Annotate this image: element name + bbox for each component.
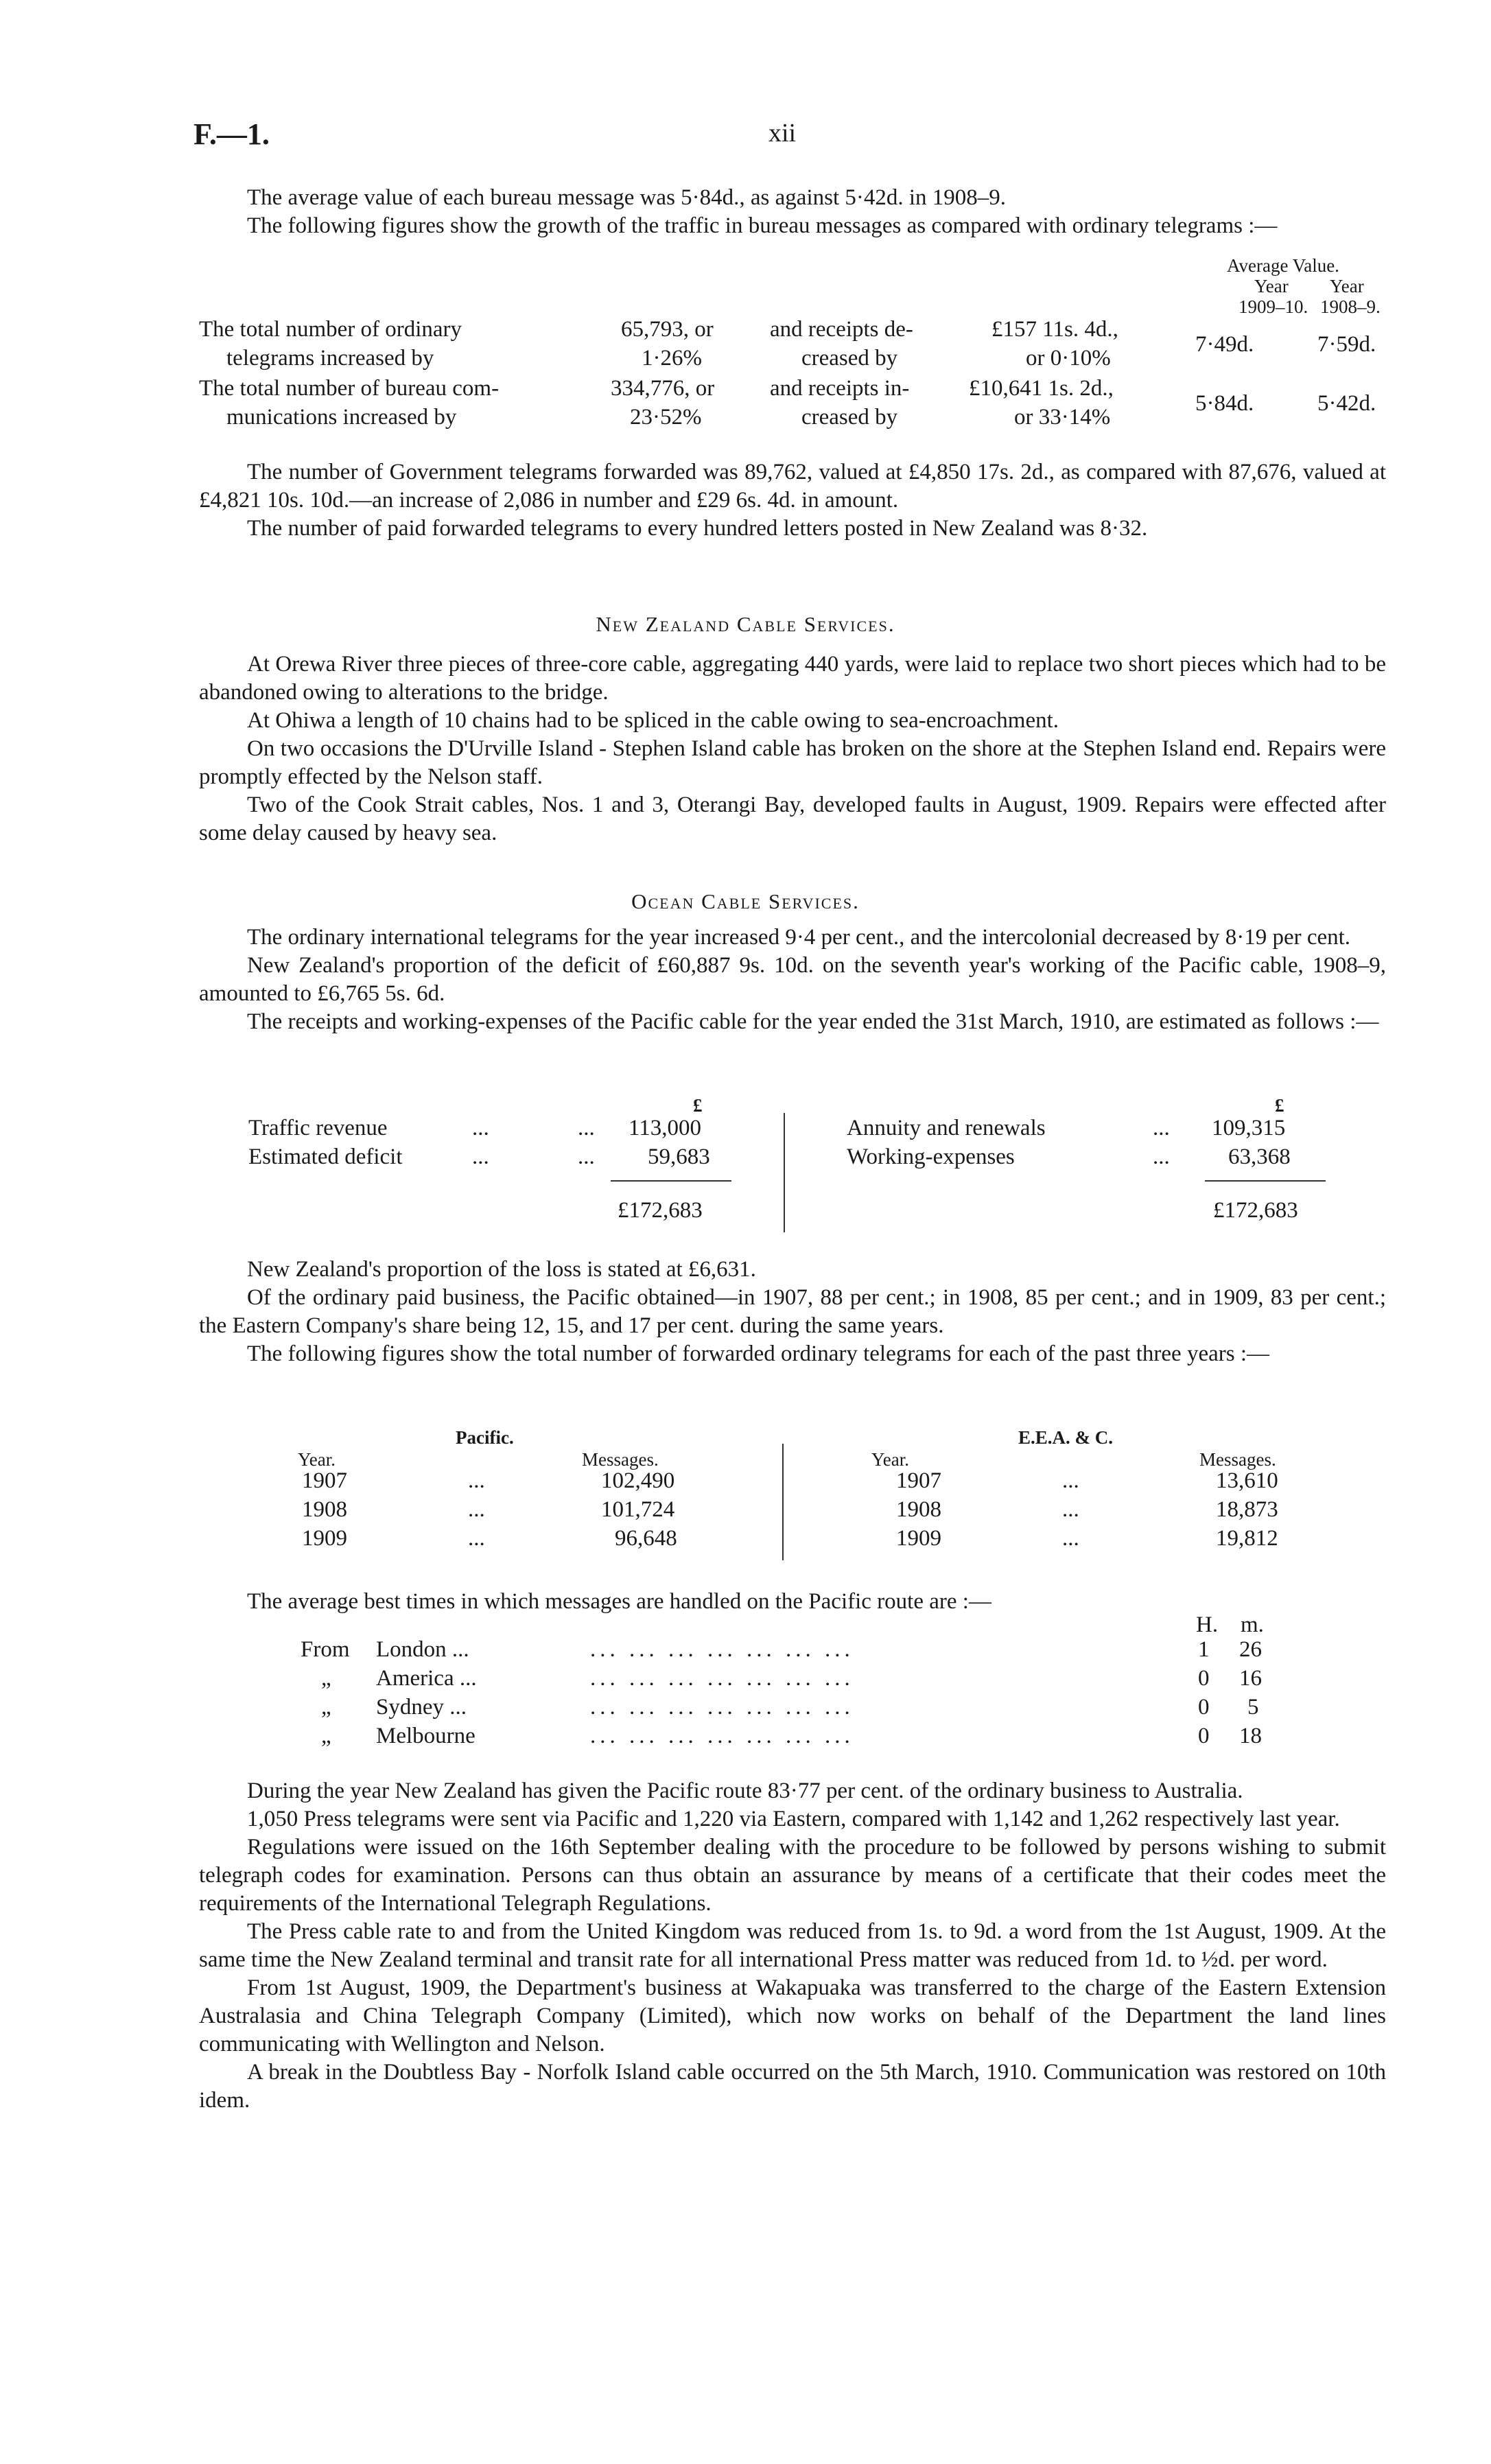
- paragraph: The average best times in which messages are handled on the Pacific route are :—: [247, 1589, 991, 1614]
- paragraph-group: At Orewa River three pieces of three-core cable, aggregating 440 yards, were laid to replace two short pieces which had to be abandoned owing to alterations to the bridge. At Ohiwa a length of 10 chains had to be spliced in the cable owing to sea-encroachment. On two occasions the D'Urville Island - Stephen Island cable has broken on the shore at the Stephen Island end. Repairs were promptly effected by the Nelson staff. Two of the Cook Strait cables, Nos. 1 and 3, Oterangi Bay, developed faults in August, 1909. Repairs were effected after some delay caused by heavy sea.: [199, 652, 1386, 845]
- paragraph-group: New Zealand's proportion of the loss is stated at £6,631. Of the ordinary paid business, the Pacific obtained—in 1907, 88 per cent.; in 1908, 85 per cent.; and in 1909, 83 per cent.; the Eastern Company's share being 12, 15, and 17 per cent. during the same years. The following figures show the total number of forwarded ordinary telegrams for each of the past three years :—: [199, 1257, 1386, 1366]
- row-label: The total number of ordinary: [199, 317, 462, 342]
- paragraph-group: The ordinary international telegrams for the year increased 9·4 per cent., and the intercolonial decreased by 8·19 per cent. New Zealand's proportion of the deficit of £60,887 9s. 10d. on the seventh year's working of the Pacific cable, 1908–9, amounted to £6,765 5s. 6d. The receipts and working-expenses of the Pacific cable for the year ended the 31st March, 1910, are estimated as follows :—: [199, 925, 1386, 1034]
- page-number: xii: [768, 119, 797, 148]
- paragraph-group: The number of Government telegrams forwarded was 89,762, valued at £4,850 17s. 2d., as compared with 87,676, valued at £4,821 10s. 10d.—an increase of 2,086 in number and £29 6s. 4d. in amount. The number of paid forwarded telegrams to every hundred letters posted in New Zealand was 8·32.: [199, 460, 1386, 541]
- section-heading: New Zealand Cable Services.: [596, 612, 895, 636]
- paragraph-group: During the year New Zealand has given the Pacific route 83·77 per cent. of the ordinary business to Australia. 1,050 Press telegrams were sent via Pacific and 1,220 via Eastern, compared with 1,142 and 1,262 respectively last year. Regulations were issued on the 16th September dealing with the procedure to be followed by persons wishing to submit telegraph codes for examination. Persons can thus obtain an assurance by means of a certificate that their codes meet the requirements of the International Telegraph Regulations. The Press cable rate to and from the United Kingdom was reduced from 1s. to 9d. a word from the 1st August, 1909. At the same time the New Zealand terminal and transit rate for all international Press matter was reduced from 1d. to ½d. per word. From 1st August, 1909, the Department's business at Wakapuaka was transferred to the charge of the Eastern Extension Australasia and China Telegraph Company (Limited), which now works on behalf of the Department the land lines communicating with Wellington and Nelson. A break in the Doubtless Bay - Norfolk Island cable occurred on the 5th March, 1910. Communication was restored on 10th idem.: [199, 1779, 1386, 2113]
- section-heading: Ocean Cable Services.: [631, 889, 860, 913]
- document-page: F.—1. xii The average value of each bureau message was 5·84d., as against 5·42d. in 1908–9. The following figures show the growth of the traffic in bureau messages as compared with ordinary telegrams :— Average Value. Year Year 1909–10. 1908–9. The total number of ordinary telegrams increased by 65,793, or 1·26% and receipts de- creased by £157 11s. 4d., or 0·10% 7·49d. 7·59d. The total number of bureau com- munications increased by 334,776, or 23·52% and receipts in- creased by £10,641 1s. 2d., or 33·14% 5·84d. 5·42d. The number of Government telegrams forwarded was 89,762, valued at £4,850 17s. 2d., as compared with 87,676, valued at £4,821 10s. 10d.—an increase of 2,086 in number and £29 6s. 4d. in amount. The number of paid forwarded telegrams to every hundred letters posted in New Zealand was 8·32. New Zealand Cable Services. At Orewa River three pieces of three-core cable, aggregating 440 yards, were laid to replace two short pieces which had to be abandoned owing to alterations to the bridge. At Ohiwa a length of 10 chains had to be spliced in the cable owing to sea-encroachment. On two occasions the D'Urville Island - Stephen Island cable has broken on the shore at the Stephen Island end. Repairs were promptly effected by the Nelson staff. Two of the Cook Strait cables, Nos. 1 and 3, Oterangi Bay, developed faults in August, 1909. Repairs were effected after some delay caused by heavy sea. Ocean Cable Services. The ordinary international telegrams for the year increased 9·4 per cent., and the intercolonial decreased by 8·19 per cent. New Zealand's proportion of the deficit of £60,887 9s. 10d. on the seventh year's working of the Pacific cable, 1908–9, amounted to £6,765 5s. 6d. The receipts and working-expenses of the Pacific cable for the year ended the 31st March, 1910, are estimated as follows :— £ £ Traffic revenue ... ... 113,000 Estimated deficit ... ... 59,683 £172,683 Annuity and renewals ... 109,315 Working-expenses ... 63,368 £172,683 New Zealand's proportion of the loss is stated at £6,631. Of the ordinary paid business, the Pacific obtained—in 1907, 88 per cent.; in 1908, 85 per cent.; and in 1909, 83 per cent.; the Eastern Company's share being 12, 15, and 17 per cent. during the same years. The following figures show the total number of forwarded ordinary telegrams for each of the past three years :— Pacific. E.E.A. & C. Year. Messages. Year. Messages. 1907 ... 102,490 1907 ... 13,610 1908 ... 101,724 1908 ... 18,873 1909 ... 96,648 1909 ... 19,812 The average best times in which messages are handled on the Pacific route are :— H. m. From London ... ... ... ... ... ... ... ... 1 26 „ America ... ... ... ... ... ... ... ... 0 16 „ Sydney ... ... ... ... ... ... ... ... 0 5 „ Melbourne ... ... ... ... ... ... ... 0 18 During the year New Zealand has given the Pacific route 83·77 per cent. of the ordinary business to Australia. 1,050 Press telegrams were sent via Pacific and 1,220 via Eastern, compared with 1,142 and 1,262 respectively last year. Regulations were issued on the 16th September dealing with the procedure to be followed by persons wishing to submit telegraph codes for examination. Persons can thus obtain an assurance by means of a certificate that their codes meet the requirements of the International Telegraph Regulations. The Press cable rate to and from the United Kingdom was reduced from 1s. to 9d. a word from the 1st August, 1909. At the same time the New Zealand terminal and transit rate for all international Press matter was reduced from 1d. to ½d. per word. From 1st August, 1909, the Department's business at Wakapuaka was transferred to the charge of the Eastern Extension Australasia and China Telegraph Company (Limited), which now works on behalf of the Department the land lines communicating with Wellington and Nelson. A break in the Doubtless Bay - Norfolk Island cable occurred on the 5th March, 1910. Communication was restored on 10th idem.: [0, 0, 1491, 2464]
- page-reference: F.—1.: [193, 117, 270, 151]
- paragraph: The average value of each bureau message was 5·84d., as against 5·42d. in 1908–9. The following figures show the growth of the traffic in bureau messages as compared with ordinary telegrams :—: [247, 185, 1278, 238]
